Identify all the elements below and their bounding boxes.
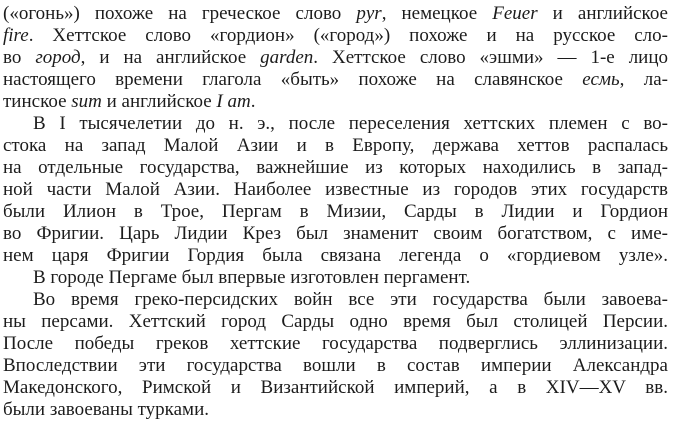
text-run: ной части Малой Азии. Наиболее известные из городов этих государств: [3, 179, 668, 200]
text-line: [3, 377, 668, 399]
text-run: тинское: [3, 91, 72, 112]
text-line: [3, 267, 668, 289]
text-run: В I тысячелетии до н. э., после переселения хеттских племен с во-: [33, 113, 668, 134]
text-line: [3, 311, 668, 333]
text-line: [3, 69, 668, 91]
text-run: , ла-: [619, 69, 668, 90]
text-line: [3, 47, 668, 69]
text-line: [3, 333, 668, 355]
text-run: После победы греков хеттские государства подверглись эллинизации.: [3, 333, 668, 354]
text-line: [3, 223, 668, 245]
italic-text-run: город: [35, 47, 81, 68]
text-run: .: [250, 91, 256, 112]
text-block: [3, 3, 668, 421]
text-run: . Хеттское слово «эшми» — 1-е лицо: [313, 47, 668, 68]
text-line: [3, 25, 668, 47]
text-run: Македонского, Римской и Византийской империй, а в XIV—XV вв.: [3, 377, 668, 398]
text-run: на отдельные государства, важнейшие из которых находились в запад-: [3, 157, 668, 178]
italic-text-run: есмь: [582, 69, 620, 90]
text-run: были завоеваны турками.: [3, 399, 209, 420]
text-line: [3, 91, 668, 113]
text-run: Во время греко-персидских войн все эти государства были завоева-: [33, 289, 668, 310]
text-run: стока на запад Малой Азии и в Европу, держава хеттов распалась: [3, 135, 668, 156]
text-run: во: [3, 47, 36, 68]
text-run: во Фригии. Царь Лидии Крез был знаменит своим богатством, с име-: [3, 223, 668, 244]
text-run: («огонь») похоже на греческое слово: [3, 3, 357, 24]
text-run: были Илион в Трое, Пергам в Мизии, Сарды в Лидии и Гордион: [3, 201, 668, 222]
italic-text-run: pyr: [356, 3, 382, 24]
text-line: [3, 113, 668, 135]
italic-text-run: garden: [260, 47, 314, 68]
text-line: [3, 399, 668, 421]
text-run: настоящего времени глагола «быть» похоже на славянское: [3, 69, 583, 90]
italic-text-run: sum: [71, 91, 102, 112]
text-line: [3, 179, 668, 201]
text-line: [3, 135, 668, 157]
text-line: [3, 157, 668, 179]
italic-text-run: I am: [216, 91, 251, 112]
text-line: [3, 201, 668, 223]
italic-text-run: Feuer: [492, 3, 538, 24]
text-run: , немецкое: [381, 3, 493, 24]
text-run: , и на английское: [80, 47, 261, 68]
text-run: и английское: [537, 3, 668, 24]
text-run: нем царя Фригии Гордия была связана легенда о «гордиевом узле».: [3, 245, 668, 266]
text-line: [3, 3, 668, 25]
text-line: [3, 245, 668, 267]
text-run: ны персами. Хеттский город Сарды одно время был столицей Персии.: [3, 311, 668, 332]
text-run: Впоследствии эти государства вошли в состав империи Александра: [3, 355, 668, 376]
text-line: [3, 355, 668, 377]
text-run: . Хеттское слово «гордион» («город») похоже и на русское сло-: [28, 25, 668, 46]
italic-text-run: fire: [3, 25, 29, 46]
text-run: и английское: [101, 91, 217, 112]
text-line: [3, 289, 668, 311]
text-run: В городе Пергаме был впервые изготовлен пергамент.: [33, 267, 471, 288]
